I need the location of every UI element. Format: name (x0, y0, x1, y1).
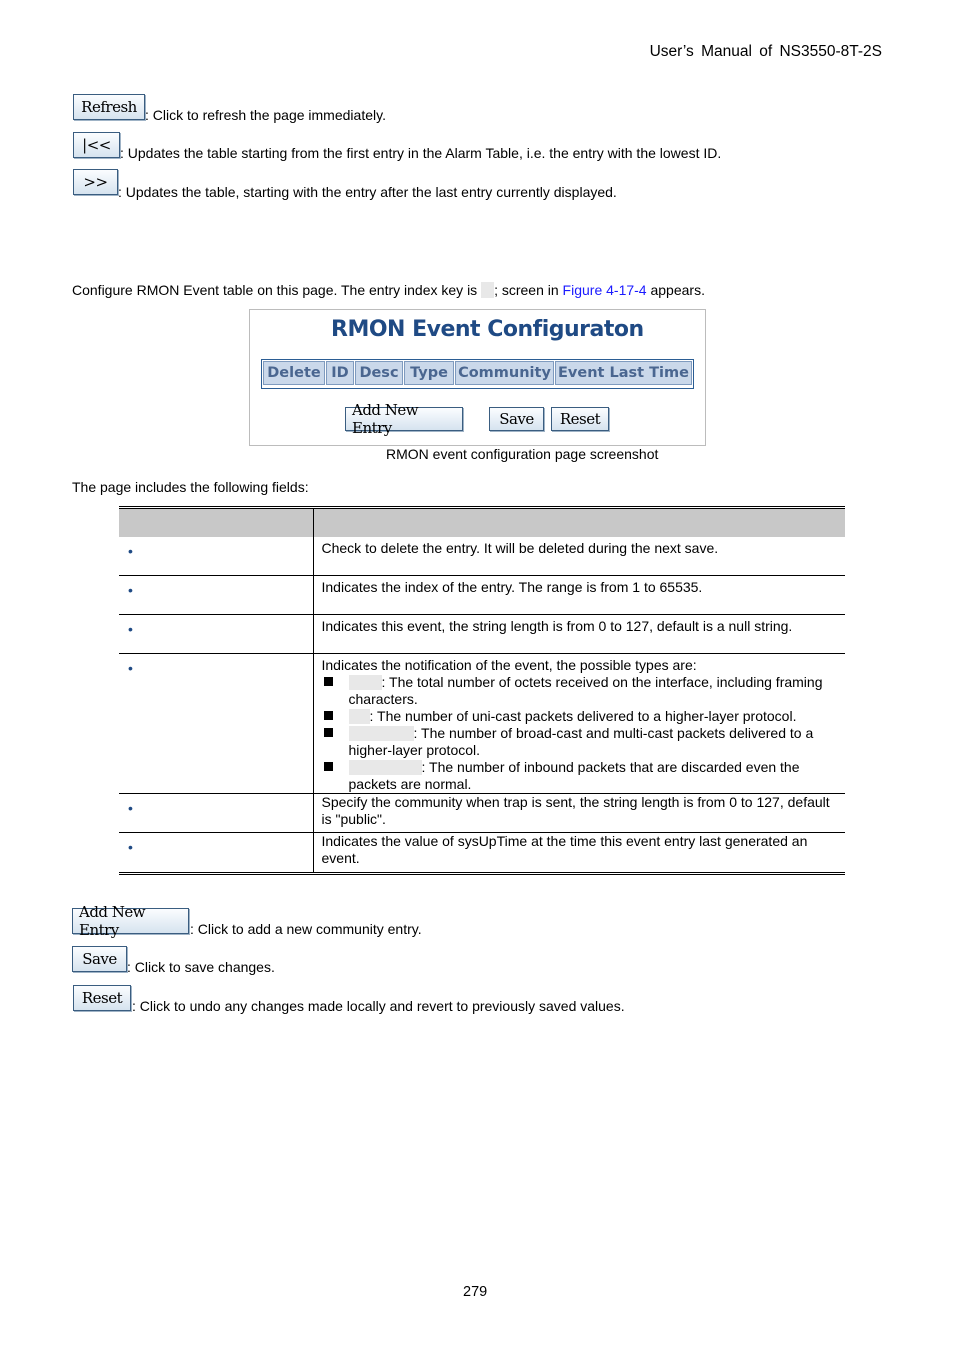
square-bullet-icon (324, 728, 333, 737)
bullet: • (128, 582, 133, 598)
header-description-cell (313, 508, 845, 537)
col-desc: Desc (355, 361, 403, 385)
page-number: 279 (463, 1284, 488, 1300)
add-new-entry-button[interactable]: Add New Entry (72, 908, 189, 934)
fields-table (119, 506, 845, 875)
intro-after: appears. (646, 282, 705, 298)
type-item-text: : The number of uni-cast packets delivered to a higher-layer protocol. (369, 708, 797, 724)
refresh-desc: : Click to refresh the page immediately. (145, 107, 386, 123)
table-row (119, 833, 845, 874)
type-item (322, 674, 840, 708)
col-community: Community (455, 361, 554, 385)
type-intro: Indicates the notification of the event, the possible types are: (321, 657, 697, 673)
square-bullet-icon (324, 762, 333, 771)
bullet: • (128, 542, 133, 559)
header-object-cell (119, 508, 313, 537)
save-desc: : Click to save changes. (127, 959, 275, 975)
rmon-event-screenshot (249, 309, 706, 446)
type-item (322, 708, 840, 725)
field-desc: Indicates the index of the entry. The range is from 1 to 65535. (321, 579, 703, 595)
col-id: ID (326, 361, 354, 385)
type-item (322, 725, 840, 759)
field-desc: Check to delete the entry. It will be deleted during the next save. (321, 539, 719, 556)
table-row (119, 794, 845, 833)
table-row (119, 615, 845, 654)
col-delete: Delete (263, 361, 325, 385)
intro-before: Configure RMON Event table on this page. The entry index key is (72, 282, 482, 298)
type-name-blank (349, 675, 382, 690)
col-type: Type (404, 361, 454, 385)
type-name-blank (349, 726, 414, 741)
reset-desc: : Click to undo any changes made locally and revert to previously saved values. (132, 998, 625, 1014)
bullet: • (128, 839, 133, 855)
intro-text (72, 282, 705, 298)
bullet: • (128, 800, 133, 816)
field-desc (314, 654, 846, 793)
first-entry-desc: : Updates the table starting from the first entry in the Alarm Table, i.e. the entry with the lowest ID. (120, 145, 722, 161)
next-entry-button[interactable]: >> (73, 169, 118, 195)
figure-caption: RMON event configuration page screenshot (386, 446, 659, 462)
save-button[interactable]: Save (72, 946, 127, 972)
type-item-text: : The number of inbound packets that are discarded even the packets are normal. (348, 759, 800, 792)
type-name-blank (349, 709, 370, 724)
first-entry-button[interactable]: |<< (73, 132, 120, 158)
add-new-entry-desc: : Click to add a new community entry. (190, 921, 422, 937)
index-key-blank (481, 282, 494, 298)
table-row (119, 654, 845, 794)
type-name-blank (349, 760, 422, 775)
screenshot-add-button[interactable]: Add New Entry (345, 407, 463, 431)
reset-button[interactable]: Reset (73, 985, 131, 1011)
next-entry-desc: : Updates the table, starting with the entry after the last entry currently displayed. (118, 184, 617, 200)
col-event-last-time: Event Last Time (555, 361, 692, 385)
table-header-row (119, 508, 845, 537)
bullet: • (128, 621, 133, 637)
field-desc: Indicates the value of sysUpTime at the time this event entry last generated an event. (321, 833, 808, 866)
screenshot-table-header (261, 359, 694, 389)
type-item (322, 759, 840, 793)
type-item-text: : The number of broad-cast and multi-cast packets delivered to a higher-layer protocol. (348, 725, 814, 758)
field-desc: Indicates this event, the string length is from 0 to 127, default is a null string. (321, 618, 793, 634)
screenshot-save-button[interactable]: Save (489, 407, 544, 431)
intro-middle: ; screen in (494, 282, 563, 298)
screenshot-title: RMON Event Configuraton (331, 317, 644, 342)
type-item-text: : The total number of octets received on the interface, including framing characters. (348, 674, 823, 707)
bullet: • (128, 660, 133, 676)
page-header: User’s Manual of NS3550-8T-2S (649, 43, 882, 60)
table-row (119, 576, 845, 615)
square-bullet-icon (324, 711, 333, 720)
figure-link[interactable]: Figure 4-17-4 (562, 282, 647, 298)
table-row (119, 537, 845, 576)
field-desc: Specify the community when trap is sent, the string length is from 0 to 127, default is "public". (321, 794, 830, 827)
screenshot-reset-button[interactable]: Reset (551, 407, 609, 431)
refresh-button[interactable]: Refresh (73, 94, 145, 120)
fields-intro: The page includes the following fields: (72, 479, 309, 495)
square-bullet-icon (324, 677, 333, 686)
